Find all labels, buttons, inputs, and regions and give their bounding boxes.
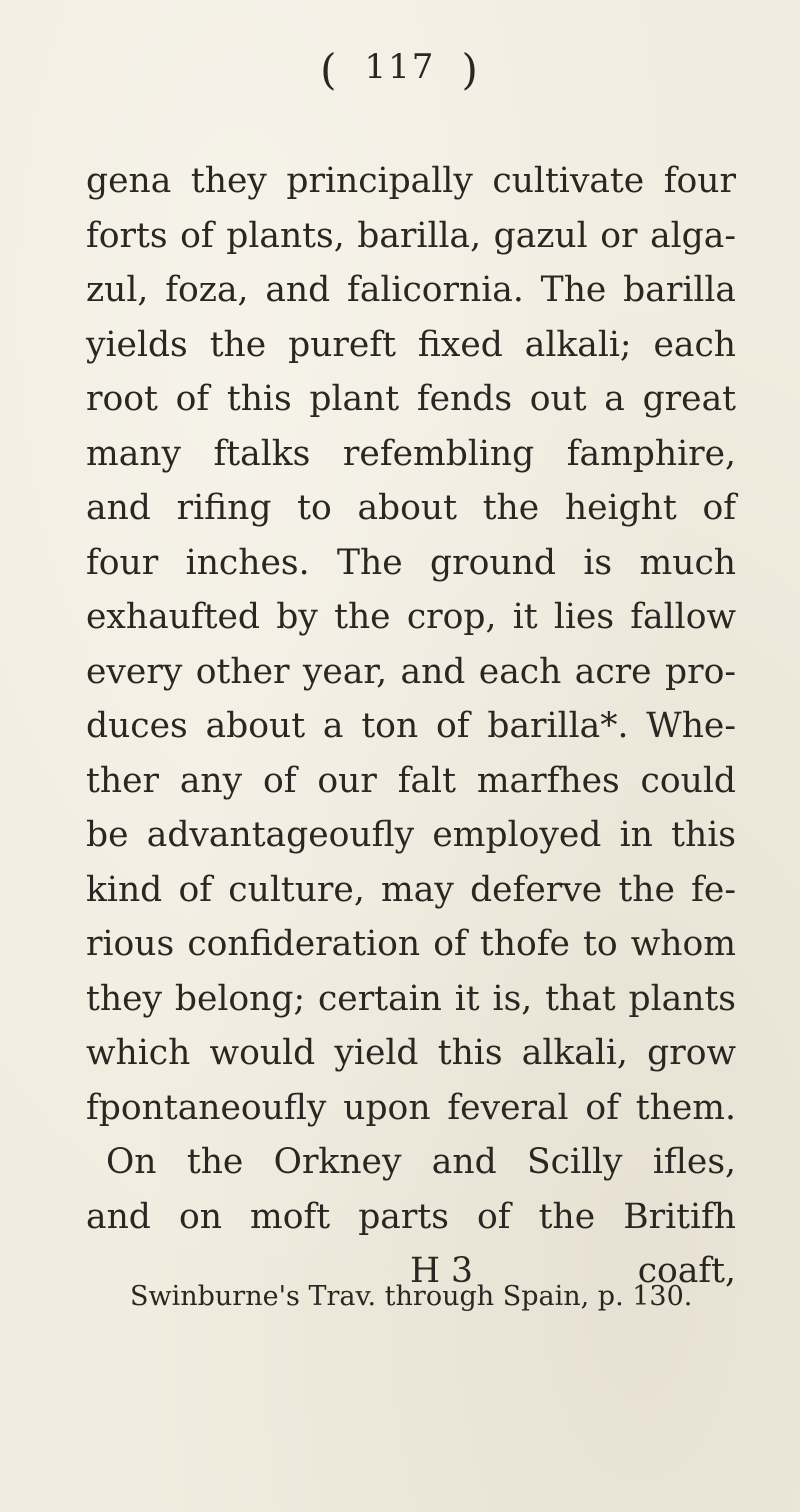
header-close-paren: ) bbox=[461, 45, 480, 94]
text-line: yields the pureft fixed alkali; each bbox=[86, 324, 736, 365]
text-line: they belong; certain it is, that plants bbox=[86, 978, 736, 1019]
signature-mark: H 3 bbox=[410, 1251, 474, 1291]
text-line: zul, foza, and falicornia. The barilla bbox=[86, 270, 736, 310]
page-number: 117 bbox=[364, 47, 436, 87]
text-line: and on moft parts of the Britifh bbox=[86, 1196, 736, 1237]
text-line: every other year, and each acre pro- bbox=[86, 651, 736, 692]
text-line: be advantageoufly employed in this bbox=[86, 815, 736, 855]
header-open-paren: ( bbox=[320, 45, 339, 94]
text-line: which would yield this alkali, grow bbox=[86, 1033, 736, 1073]
text-line: duces about a ton of barilla*. Whe- bbox=[86, 706, 736, 746]
text-line: root of this plant fends out a great bbox=[86, 379, 736, 419]
body-text bbox=[86, 154, 736, 1299]
text-line: ther any of our falt marfhes could bbox=[86, 760, 736, 801]
text-line: kind of culture, may deferve the fe- bbox=[86, 869, 736, 910]
text-line: and rifing to about the height of bbox=[86, 488, 736, 528]
text-line: gena they principally cultivate four bbox=[86, 161, 736, 201]
footnote: Swinburne's Trav. through Spain, p. 130. bbox=[130, 1281, 693, 1312]
text-line: forts of plants, barilla, gazul or alga- bbox=[86, 215, 736, 256]
page-header bbox=[0, 44, 800, 95]
text-line: fpontaneoufly upon feveral of them. bbox=[86, 1087, 736, 1128]
text-line: On the Orkney and Scilly ifles, bbox=[106, 1142, 736, 1182]
text-line: many ftalks refembling famphire, bbox=[86, 433, 736, 474]
text-line: rious confideration of thofe to whom bbox=[86, 924, 736, 964]
catchword: coaft, bbox=[637, 1251, 736, 1291]
text-line: four inches. The ground is much bbox=[86, 542, 736, 583]
text-line: exhaufted by the crop, it lies fallow bbox=[86, 597, 736, 637]
